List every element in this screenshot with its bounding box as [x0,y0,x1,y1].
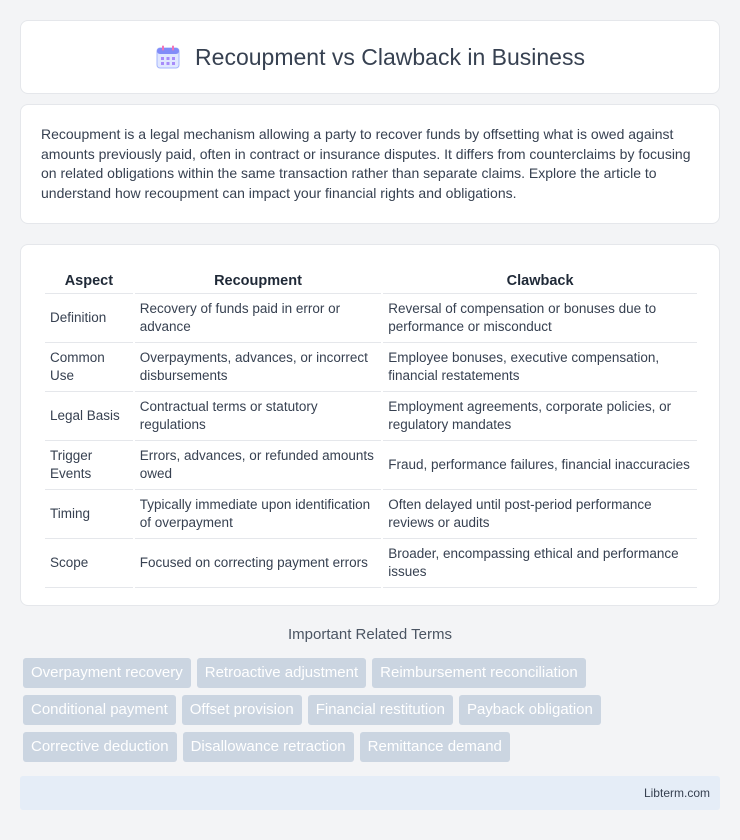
clawback-cell: Employee bonuses, executive compensation, financial restatements [383,343,697,392]
clawback-cell: Reversal of compensation or bonuses due to performance or misconduct [383,294,697,343]
header-aspect: Aspect [45,265,133,294]
tag-remittance-demand[interactable]: Remittance demand [360,732,510,762]
tag-row [23,732,723,762]
intro-text: Recoupment is a legal mechanism allowing a party to recover funds by offsetting what is owed against amounts previously paid, often in contract or insurance disputes. It differs from counterclaims by focusing on related obligations within the same transaction rather than separate claims. Explore the article to understand how recoupment can impact your financial rights and obligations. [41,126,691,201]
tag-overpayment-recovery[interactable]: Overpayment recovery [23,658,191,688]
clawback-cell: Often delayed until post-period performance reviews or audits [383,490,697,539]
recoupment-cell: Typically immediate upon identification of overpayment [135,490,381,539]
calendar-icon [155,44,181,70]
table-row [45,392,697,441]
tag-financial-restitution[interactable]: Financial restitution [308,695,453,725]
tag-disallowance-retraction[interactable]: Disallowance retraction [183,732,354,762]
recoupment-cell: Overpayments, advances, or incorrect disbursements [135,343,381,392]
table-row [45,539,697,588]
recoupment-cell: Errors, advances, or refunded amounts owed [135,441,381,490]
tag-retroactive-adjustment[interactable]: Retroactive adjustment [197,658,366,688]
table-row [45,441,697,490]
footer [20,776,720,810]
comparison-card [20,244,720,606]
recoupment-cell: Contractual terms or statutory regulations [135,392,381,441]
clawback-cell: Employment agreements, corporate policies, or regulatory mandates [383,392,697,441]
page-title: Recoupment vs Clawback in Business [195,43,585,70]
title-card [20,20,720,94]
comparison-table [43,265,699,588]
aspect-cell: Trigger Events [45,441,133,490]
aspect-cell: Common Use [45,343,133,392]
tag-corrective-deduction[interactable]: Corrective deduction [23,732,177,762]
aspect-cell: Timing [45,490,133,539]
table-row [45,490,697,539]
header-recoupment: Recoupment [135,265,381,294]
tag-row [23,658,723,688]
clawback-cell: Fraud, performance failures, financial inaccuracies [383,441,697,490]
clawback-cell: Broader, encompassing ethical and performance issues [383,539,697,588]
recoupment-cell: Recovery of funds paid in error or advance [135,294,381,343]
aspect-cell: Definition [45,294,133,343]
intro-card [20,104,720,224]
table-row [45,294,697,343]
related-terms [23,658,723,769]
tag-conditional-payment[interactable]: Conditional payment [23,695,176,725]
table-header-row [45,265,697,294]
aspect-cell: Legal Basis [45,392,133,441]
tag-payback-obligation[interactable]: Payback obligation [459,695,601,725]
tag-offset-provision[interactable]: Offset provision [182,695,302,725]
tag-reimbursement-reconciliation[interactable]: Reimbursement reconciliation [372,658,586,688]
footer-link[interactable]: Libterm.com [643,786,710,800]
header-clawback: Clawback [383,265,697,294]
aspect-cell: Scope [45,539,133,588]
recoupment-cell: Focused on correcting payment errors [135,539,381,588]
related-terms-title: Important Related Terms [288,626,452,643]
tag-row [23,695,723,725]
table-row [45,343,697,392]
